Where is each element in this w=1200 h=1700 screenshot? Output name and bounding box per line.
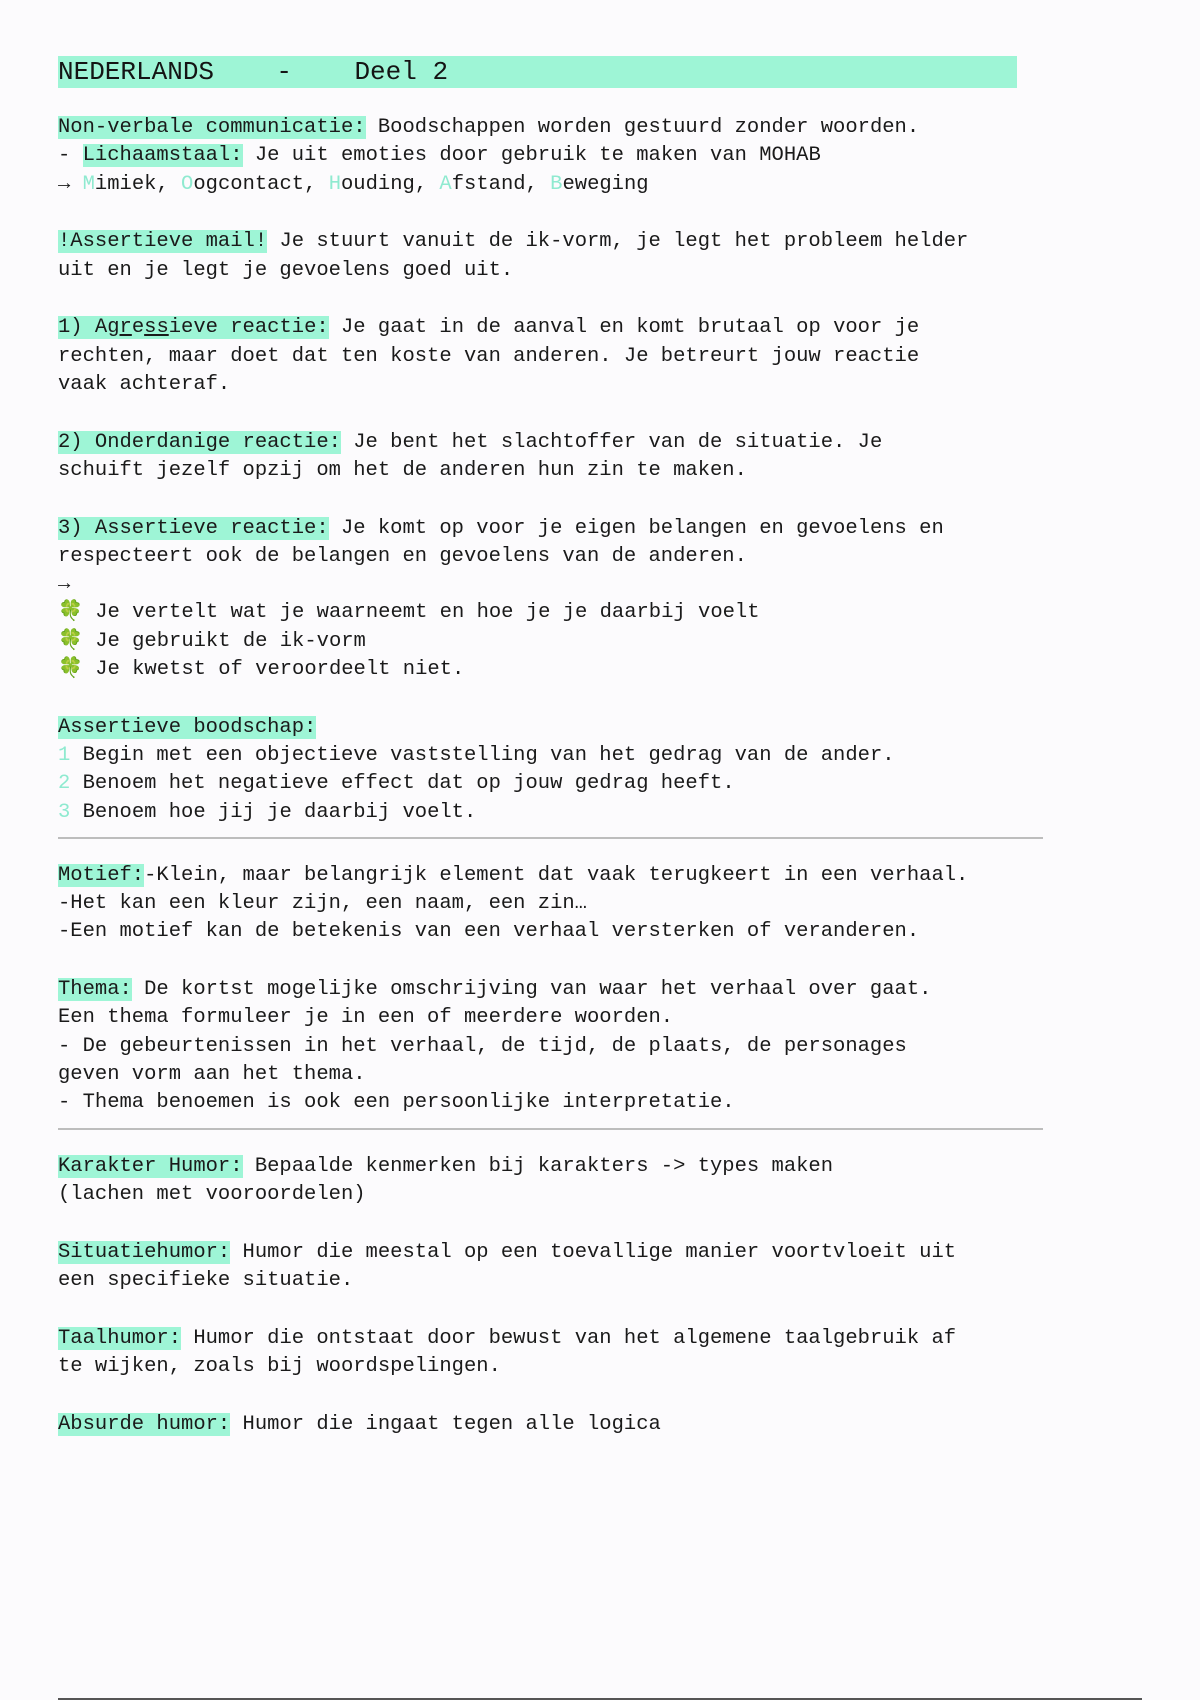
body-language-line: - Lichaamstaal: Je uit emoties door gebruik te maken van MOHAB xyxy=(58,144,821,168)
divider xyxy=(58,1128,1043,1130)
list-item: 🍀 Je kwetst of veroordeelt niet. xyxy=(58,658,465,682)
theme-line1: Thema: De kortst mogelijke omschrijving van waar het verhaal over gaat. xyxy=(58,978,932,1002)
term-label: Karakter Humor: xyxy=(58,1154,243,1178)
list-item: 1 Begin met een objectieve vaststelling van het gedrag van de ander. xyxy=(58,744,895,767)
absurd-humor-line1: Absurde humor: Humor die ingaat tegen alle logica xyxy=(58,1412,661,1436)
aggressive-line2: rechten, maar doet dat ten koste van anderen. Je betreurt jouw reactie xyxy=(58,344,920,368)
list-item: 🍀 Je gebruikt de ik-vorm xyxy=(58,629,366,653)
message-heading xyxy=(58,714,1048,742)
clover-icon: 🍀 xyxy=(58,601,83,625)
aggressive-line1: 1) Agressieve reactie: Je gaat in de aanval en komt brutaal op voor je xyxy=(58,316,920,340)
language-humor-line2: te wijken, zoals bij woordspelingen. xyxy=(58,1354,501,1378)
list-item: 3 Benoem hoe jij je daarbij voelt. xyxy=(58,800,477,824)
assertive-mail-line2: uit en je legt je gevoelens goed uit. xyxy=(58,258,514,282)
motif-line2: -Het kan een kleur zijn, een naam, een zin… xyxy=(58,892,587,916)
motif-line1: Motief:-Klein, maar belangrijk element dat vaak terugkeert in een verhaal. xyxy=(58,863,969,887)
term-label: Non-verbale communicatie: xyxy=(58,116,366,139)
aggressive-line3: vaak achteraf. xyxy=(58,372,231,396)
mohab-line: → Mimiek, Oogcontact, Houding, Afstand, Beweging xyxy=(58,172,649,196)
nonverbal-definition: Non-verbale communicatie: Boodschappen worden gestuurd zonder woorden. xyxy=(58,116,920,139)
submissive-line1: 2) Onderdanige reactie: Je bent het slachtoffer van de situatie. Je xyxy=(58,430,883,454)
page-title: NEDERLANDS - Deel 2 xyxy=(58,56,1017,88)
term-label: Thema: xyxy=(58,978,132,1002)
theme-line5: - Thema benoemen is ook een persoonlijke interpretatie. xyxy=(58,1091,735,1115)
character-humor-line1: Karakter Humor: Bepaalde kenmerken bij karakters -> types maken xyxy=(58,1154,834,1178)
arrow-line: → xyxy=(58,573,71,597)
character-humor-line2: (lachen met vooroordelen) xyxy=(58,1182,366,1206)
term-label: Motief: xyxy=(58,863,145,887)
language-humor-line1: Taalhumor: Humor die ontstaat door bewust van het algemene taalgebruik af xyxy=(58,1326,957,1350)
notes-body xyxy=(58,114,1048,1439)
motif-line3: -Een motief kan de betekenis van een verhaal versterken of veranderen. xyxy=(58,920,920,944)
clover-icon: 🍀 xyxy=(58,658,83,682)
theme-line3: - De gebeurtenissen in het verhaal, de tijd, de plaats, de personages xyxy=(58,1034,907,1058)
situation-humor-line1: Situatiehumor: Humor die meestal op een toevallige manier voortvloeit uit xyxy=(58,1240,957,1264)
divider xyxy=(58,837,1043,839)
theme-line4: geven vorm aan het thema. xyxy=(58,1063,366,1087)
term-label: 2) Onderdanige reactie: xyxy=(58,430,341,454)
term-label: Assertieve boodschap: xyxy=(58,715,317,739)
assertive-line1: 3) Assertieve reactie: Je komt op voor je eigen belangen en gevoelens en xyxy=(58,516,944,540)
term-label: 3) Assertieve reactie: xyxy=(58,516,329,540)
situation-humor-line2: een specifieke situatie. xyxy=(58,1268,354,1292)
document-page xyxy=(58,56,1048,1439)
term-label: Situatiehumor: xyxy=(58,1240,231,1264)
submissive-line2: schuift jezelf opzij om het de anderen hun zin te maken. xyxy=(58,458,747,482)
term-label: 1) Agressieve reactie: xyxy=(58,316,329,340)
term-label: !Assertieve mail! xyxy=(58,230,268,254)
list-item: 🍀 Je vertelt wat je waarneemt en hoe je je daarbij voelt xyxy=(58,601,760,625)
theme-line2: Een thema formuleer je in een of meerdere woorden. xyxy=(58,1006,674,1030)
term-label: Absurde humor: xyxy=(58,1412,231,1436)
assertive-line2: respecteert ook de belangen en gevoelens van de anderen. xyxy=(58,544,747,568)
term-label: Lichaamstaal: xyxy=(82,144,243,168)
assertive-mail-line1: !Assertieve mail! Je stuurt vanuit de ik-vorm, je legt het probleem helder xyxy=(58,230,969,254)
term-label: Taalhumor: xyxy=(58,1326,182,1350)
list-item: 2 Benoem het negatieve effect dat op jouw gedrag heeft. xyxy=(58,772,735,796)
clover-icon: 🍀 xyxy=(58,629,83,653)
